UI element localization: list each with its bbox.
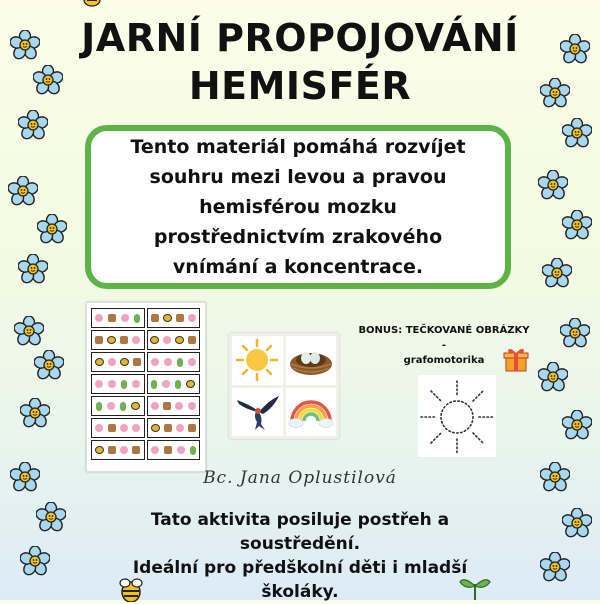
flower-icon bbox=[8, 176, 38, 206]
worksheet-picture bbox=[188, 424, 196, 432]
flower-icon bbox=[540, 552, 570, 582]
worksheet-picture bbox=[120, 402, 126, 411]
description-box bbox=[85, 125, 511, 289]
worksheet-picture bbox=[176, 314, 184, 322]
worksheet-picture bbox=[188, 358, 196, 366]
worksheet-cell bbox=[91, 352, 145, 372]
flower-icon bbox=[36, 502, 66, 532]
sun-icon bbox=[235, 338, 279, 382]
card-swallow bbox=[232, 388, 283, 437]
flower-icon bbox=[34, 350, 64, 380]
worksheet-picture bbox=[186, 380, 195, 388]
rainbow-icon bbox=[288, 395, 334, 429]
worksheet-cell bbox=[147, 418, 201, 438]
worksheet-picture bbox=[132, 424, 140, 432]
worksheet-picture bbox=[151, 424, 160, 432]
worksheet-picture bbox=[175, 336, 184, 344]
flower-icon bbox=[10, 462, 40, 492]
worksheet-picture bbox=[108, 314, 116, 322]
worksheet-picture bbox=[151, 380, 157, 389]
bee-icon bbox=[83, 0, 101, 8]
flower-icon bbox=[20, 398, 50, 428]
swallow-icon bbox=[233, 392, 281, 432]
worksheet-picture bbox=[120, 424, 128, 432]
worksheet-picture bbox=[188, 402, 196, 410]
flower-icon bbox=[562, 118, 592, 148]
worksheet-picture bbox=[163, 402, 171, 410]
worksheet-picture bbox=[188, 336, 196, 344]
worksheet-cell bbox=[147, 308, 201, 328]
flower-icon bbox=[560, 34, 590, 64]
bottom-line-4: školáky. bbox=[261, 582, 339, 602]
flower-icon bbox=[562, 210, 592, 240]
worksheet-picture bbox=[177, 358, 183, 367]
flower-icon bbox=[33, 65, 63, 95]
flower-icon bbox=[562, 410, 592, 440]
worksheet-picture bbox=[133, 358, 141, 366]
worksheet-picture bbox=[95, 314, 103, 322]
worksheet-picture bbox=[164, 424, 172, 432]
worksheet-picture bbox=[151, 314, 159, 322]
author-signature: Bc. Jana Oplustilová bbox=[203, 468, 397, 488]
worksheet-picture bbox=[120, 446, 128, 454]
worksheet-picture bbox=[107, 402, 115, 410]
gift-icon bbox=[503, 346, 529, 372]
title-line-1: JARNÍ PROPOJOVÁNÍ bbox=[81, 16, 519, 60]
worksheet-cell bbox=[91, 374, 145, 394]
worksheet-picture bbox=[164, 358, 172, 366]
worksheet-picture bbox=[108, 446, 116, 454]
worksheet-picture bbox=[176, 424, 184, 432]
bottom-line-3: Ideální pro předškolní děti i mladší bbox=[132, 558, 468, 578]
card-sun bbox=[232, 336, 283, 385]
card-rainbow bbox=[286, 388, 337, 437]
worksheet-picture bbox=[120, 336, 128, 344]
flower-icon bbox=[540, 78, 570, 108]
worksheet-picture bbox=[163, 336, 171, 344]
worksheet-picture bbox=[151, 402, 159, 410]
flower-icon bbox=[562, 508, 592, 538]
worksheet-cell bbox=[147, 374, 201, 394]
worksheet-picture bbox=[95, 380, 103, 388]
worksheet-picture bbox=[132, 446, 140, 454]
worksheet-picture bbox=[175, 402, 183, 410]
worksheet-picture bbox=[163, 314, 172, 322]
worksheet-picture bbox=[134, 314, 140, 323]
worksheet-picture bbox=[120, 358, 129, 366]
worksheet-picture bbox=[95, 446, 104, 454]
worksheet-picture bbox=[188, 314, 196, 322]
flower-icon bbox=[14, 316, 44, 346]
worksheet-picture bbox=[121, 314, 129, 322]
description-text: Tento materiál pomáhá rozvíjet souhru mezi levou a pravou hemisférou mozku prostřednictvím zrakového vnímání a koncentrace. bbox=[130, 136, 466, 278]
bonus-subtitle: grafomotorika bbox=[403, 355, 485, 366]
worksheet-cell bbox=[147, 330, 201, 350]
worksheet-picture bbox=[108, 424, 116, 432]
worksheet-picture bbox=[108, 380, 116, 388]
worksheet-picture bbox=[95, 336, 103, 344]
worksheet-picture bbox=[132, 336, 140, 344]
worksheet-picture bbox=[108, 358, 116, 366]
worksheet-preview bbox=[86, 302, 206, 472]
flower-icon bbox=[20, 546, 50, 576]
worksheet-cell bbox=[91, 396, 145, 416]
worksheet-picture bbox=[151, 358, 159, 366]
worksheet-picture bbox=[190, 446, 196, 455]
flower-icon bbox=[538, 170, 568, 200]
worksheet-cell bbox=[91, 330, 145, 350]
worksheet-picture bbox=[96, 402, 102, 411]
title-line-2: HEMISFÉR bbox=[188, 64, 412, 108]
worksheet-picture bbox=[107, 336, 116, 344]
worksheet-picture bbox=[151, 446, 159, 454]
worksheet-picture bbox=[164, 446, 172, 454]
flower-icon bbox=[18, 254, 48, 284]
card-nest bbox=[286, 336, 337, 385]
nest-icon bbox=[287, 342, 335, 378]
worksheet-picture bbox=[150, 336, 159, 344]
worksheet-cell bbox=[147, 440, 201, 460]
flower-icon bbox=[18, 110, 48, 140]
worksheet-grid bbox=[91, 308, 200, 460]
dotted-sun-icon bbox=[418, 375, 496, 457]
worksheet-picture bbox=[177, 446, 185, 454]
flower-icon bbox=[560, 318, 590, 348]
flower-icon bbox=[542, 258, 572, 288]
page-title bbox=[60, 14, 540, 110]
bottom-line-2: soustředění. bbox=[239, 534, 361, 554]
worksheet-picture bbox=[132, 380, 140, 388]
worksheet-picture bbox=[121, 380, 127, 389]
worksheet-cell bbox=[91, 308, 145, 328]
flower-icon bbox=[10, 30, 40, 60]
worksheet-cell bbox=[91, 440, 145, 460]
worksheet-cell bbox=[147, 352, 201, 372]
bonus-title: BONUS: TEČKOVANÉ OBRÁZKY - bbox=[358, 325, 530, 351]
worksheet-picture bbox=[175, 380, 181, 389]
dotted-sun-preview bbox=[418, 375, 496, 457]
flower-icon bbox=[540, 462, 570, 492]
worksheet-picture bbox=[95, 424, 103, 432]
bottom-line-1: Tato aktivita posiluje postřeh a bbox=[150, 510, 450, 530]
worksheet-cell bbox=[147, 396, 201, 416]
worksheet-cell bbox=[91, 418, 145, 438]
worksheet-picture bbox=[95, 358, 104, 366]
worksheet-picture bbox=[162, 380, 170, 388]
activity-description bbox=[120, 508, 480, 604]
worksheet-picture bbox=[131, 402, 140, 410]
flower-icon bbox=[538, 362, 568, 392]
picture-cards bbox=[229, 333, 339, 439]
flower-icon bbox=[37, 214, 67, 244]
